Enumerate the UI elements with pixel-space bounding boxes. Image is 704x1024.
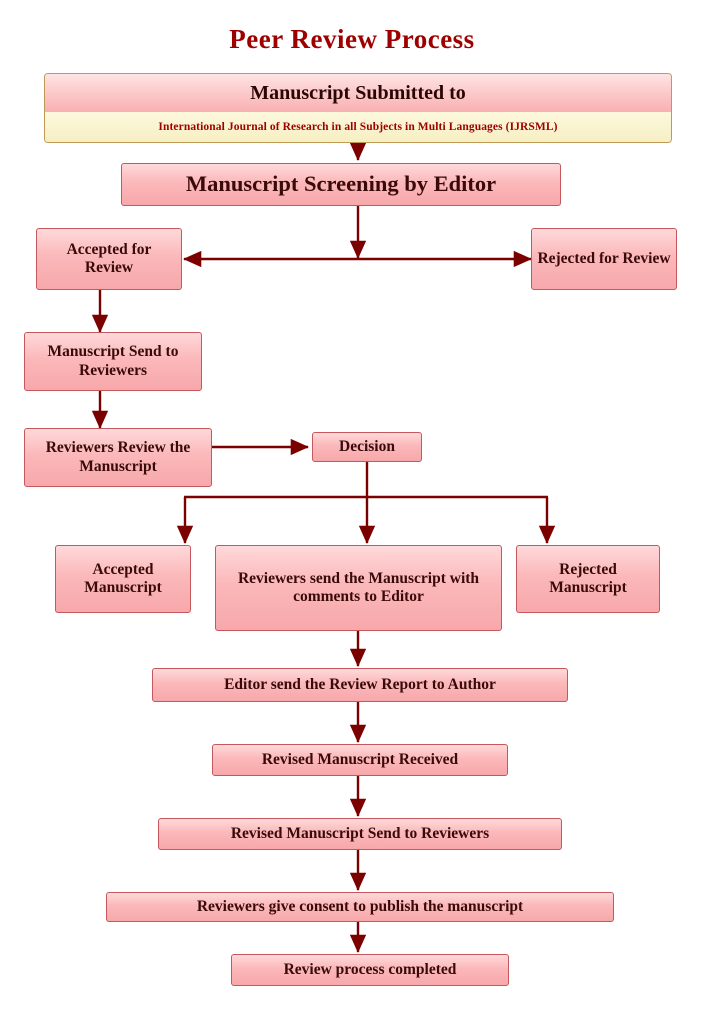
node-reviewers-review-manuscript[interactable]: Reviewers Review the Manuscript bbox=[24, 428, 212, 487]
node-decision[interactable]: Decision bbox=[312, 432, 422, 462]
node-rejected-for-review[interactable]: Rejected for Review bbox=[531, 228, 677, 290]
node-revised-manuscript-received[interactable]: Revised Manuscript Received bbox=[212, 744, 508, 776]
node-revised-manuscript-send[interactable]: Revised Manuscript Send to Reviewers bbox=[158, 818, 562, 850]
node-reviewers-send-comments[interactable]: Reviewers send the Manuscript with comments to Editor bbox=[215, 545, 502, 631]
node-editor-send-report[interactable]: Editor send the Review Report to Author bbox=[152, 668, 568, 702]
node-journal-name: International Journal of Research in all Subjects in Multi Languages (IJRSML) bbox=[45, 112, 671, 142]
node-manuscript-screening[interactable]: Manuscript Screening by Editor bbox=[121, 163, 561, 206]
node-review-process-completed[interactable]: Review process completed bbox=[231, 954, 509, 986]
node-manuscript-submitted-title: Manuscript Submitted to bbox=[45, 74, 671, 112]
page-title: Peer Review Process bbox=[229, 24, 475, 54]
node-accepted-for-review[interactable]: Accepted for Review bbox=[36, 228, 182, 290]
node-manuscript-submitted[interactable] bbox=[44, 73, 672, 143]
node-reviewers-consent[interactable]: Reviewers give consent to publish the manuscript bbox=[106, 892, 614, 922]
node-rejected-manuscript[interactable]: Rejected Manuscript bbox=[516, 545, 660, 613]
node-manuscript-send-to-reviewers[interactable]: Manuscript Send to Reviewers bbox=[24, 332, 202, 391]
node-accepted-manuscript[interactable]: Accepted Manuscript bbox=[55, 545, 191, 613]
